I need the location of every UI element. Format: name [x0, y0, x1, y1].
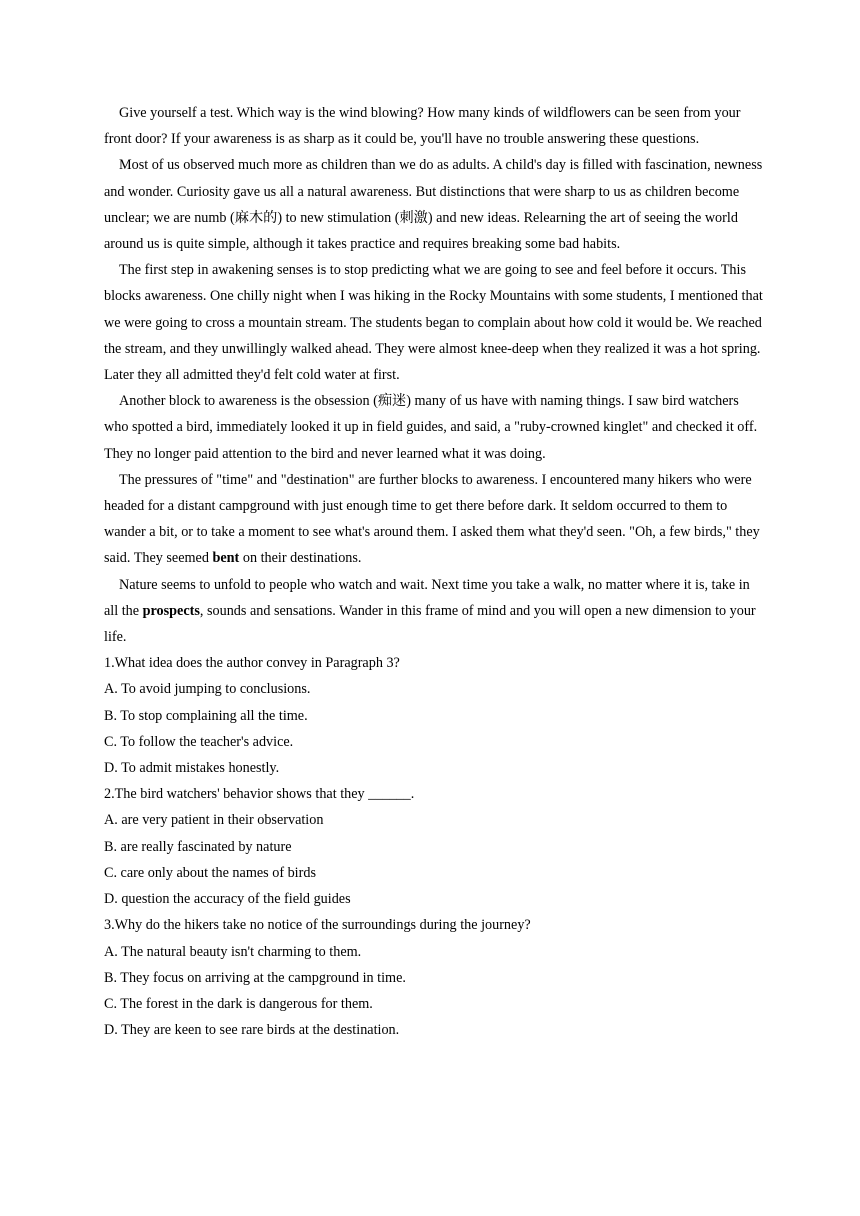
answer-option-b: B. are really fascinated by nature — [104, 838, 292, 855]
passage-paragraph-4: Another block to awareness is the obsession (痴迷) many of us have with naming things. I saw bird watchers who spotted a bird, immediately looked it up in field guides, and said, a "ruby-crowned kinglet" and checked it off. They no longer paid attention to the bird and never learned what it was doing. — [104, 393, 758, 462]
passage-paragraph-6 — [104, 572, 764, 651]
answer-option-a: A. are very patient in their observation — [104, 812, 324, 829]
answer-option-a: A. The natural beauty isn't charming to them. — [104, 943, 362, 960]
answer-option-d: D. question the accuracy of the field guides — [104, 891, 351, 908]
bold-word-prospects: prospects — [142, 602, 200, 619]
paragraph-5-text-start: The pressures of "time" and "destination" are further blocks to awareness. I encountered many hikers who were headed for a distant campground with just enough time to get there before dark. It seldom occurred to them to wander a bit, or to take a moment to see what's around them. I asked them what they'd seen. "Oh, a few birds," they said. They seemed — [104, 471, 760, 567]
answer-option-a: A. To avoid jumping to conclusions. — [104, 681, 311, 698]
question-stem: 2.The bird watchers' behavior shows that they ______. — [104, 786, 415, 803]
answer-option-c: C. The forest in the dark is dangerous for them. — [104, 995, 373, 1012]
answer-option-b: B. To stop complaining all the time. — [104, 707, 308, 724]
bold-word-bent: bent — [212, 550, 240, 567]
question-2 — [104, 781, 764, 912]
question-stem: 3.Why do the hikers take no notice of the surroundings during the journey? — [104, 917, 531, 934]
answer-option-d: D. They are keen to see rare birds at the destination. — [104, 1022, 400, 1039]
question-3 — [104, 912, 764, 1043]
answer-option-c: C. To follow the teacher's advice. — [104, 733, 294, 750]
answer-option-c: C. care only about the names of birds — [104, 864, 316, 881]
question-stem: 1.What idea does the author convey in Paragraph 3? — [104, 655, 400, 672]
document-body — [104, 100, 764, 1043]
paragraph-6-text-end: , sounds and sensations. Wander in this frame of mind and you will open a new dimension to your life. — [104, 602, 756, 646]
answer-option-d: D. To admit mistakes honestly. — [104, 760, 280, 777]
question-1 — [104, 650, 764, 781]
passage-paragraph-2: Most of us observed much more as children than we do as adults. A child's day is filled with fascination, newness and wonder. Curiosity gave us all a natural awareness. But distinctions that were sharp to us as children become unclear; we are numb (麻木的) to new stimulation (刺激) and new ideas. Relearning the art of seeing the world around us is quite simple, although it takes practice and requires breaking some bad habits. — [104, 157, 763, 253]
passage-paragraph-1: Give yourself a test. Which way is the wind blowing? How many kinds of wildflowers can be seen from your front door? If your awareness is as sharp as it could be, you'll have no trouble answering these questions. — [104, 105, 741, 148]
answer-option-b: B. They focus on arriving at the campground in time. — [104, 969, 406, 986]
paragraph-6-text-start: Nature seems to unfold to people who watch and wait. Next time you take a walk, no matter where it is, take in all the — [104, 576, 750, 619]
passage-paragraph-3: The first step in awakening senses is to stop predicting what we are going to see and feel before it occurs. This blocks awareness. One chilly night when I was hiking in the Rocky Mountains with some students, I mentioned that we were going to cross a mountain stream. The students began to complain about how cold it would be. We reached the stream, and they unwillingly walked ahead. They were almost knee-deep when they realized it was a hot spring. Later they all admitted they'd felt cold water at first. — [104, 262, 763, 384]
paragraph-5-text-end: on their destinations. — [239, 550, 362, 567]
passage-paragraph-5 — [104, 467, 764, 572]
